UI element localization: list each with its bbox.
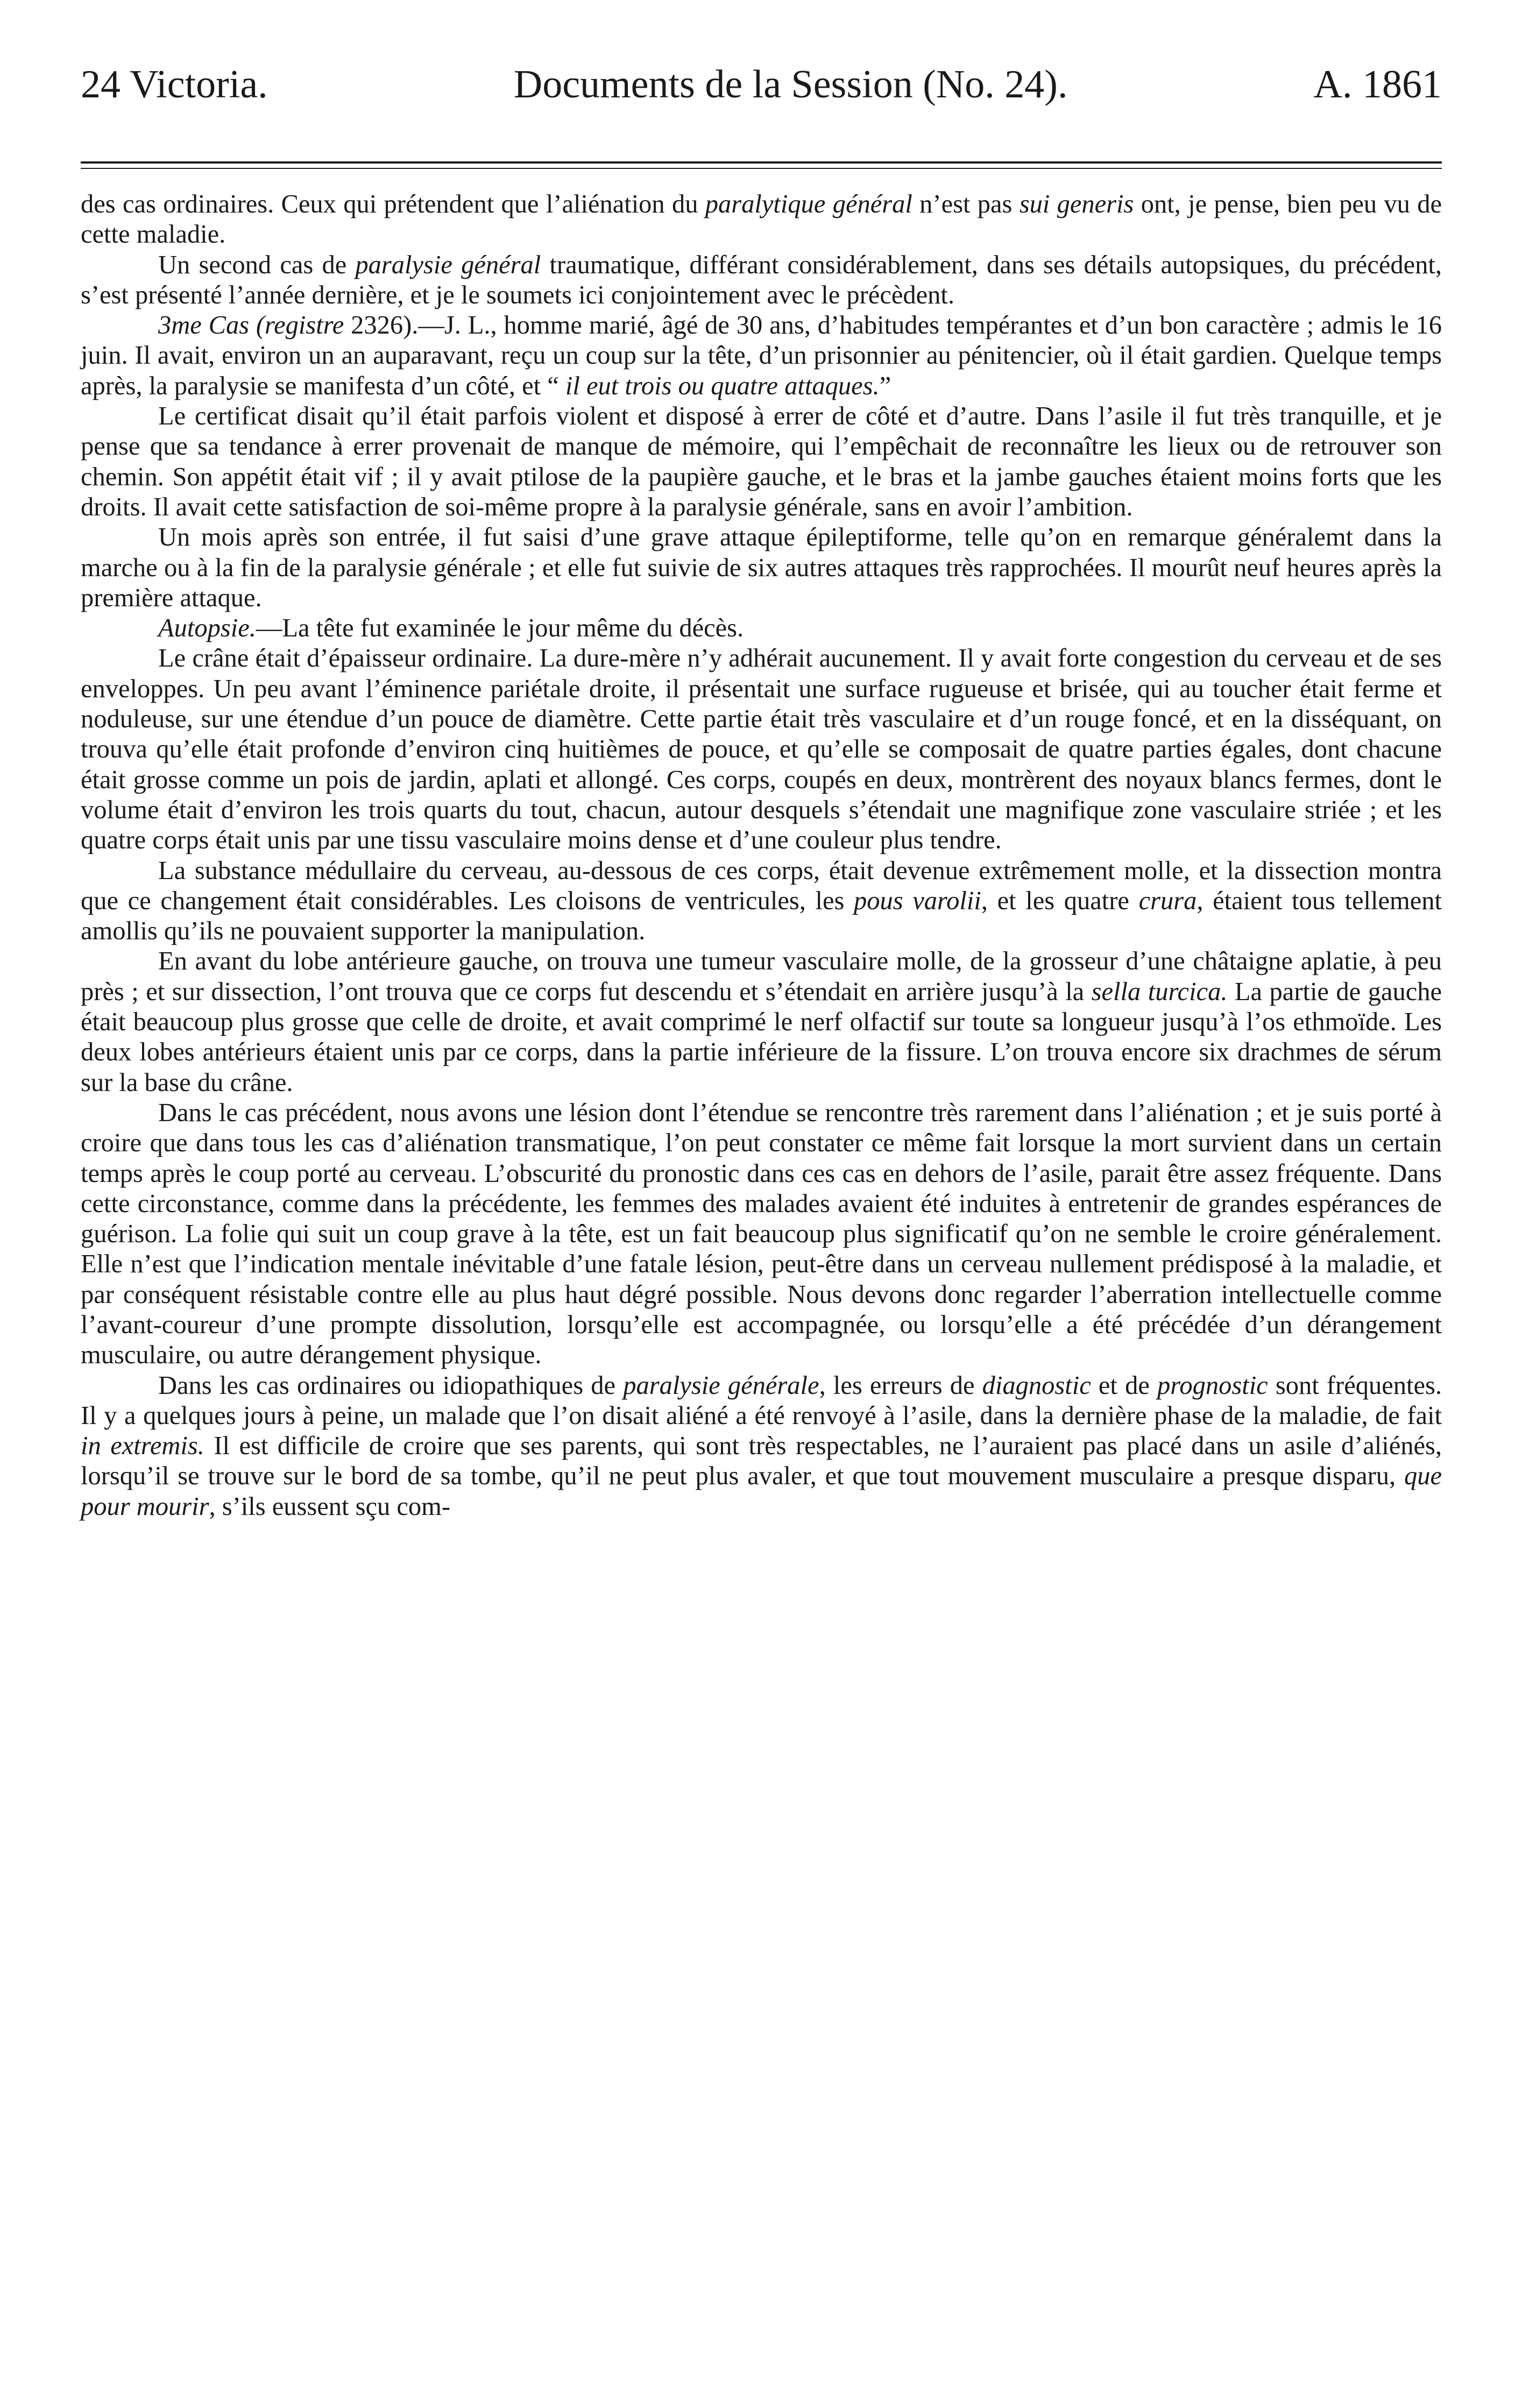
italic-term: diagnostic xyxy=(982,1371,1091,1400)
italic-term: il eut trois ou quatre attaques. xyxy=(565,371,880,400)
paragraph xyxy=(81,1098,1442,1371)
italic-term: sui generis xyxy=(1019,190,1134,218)
italic-term: paralysie général xyxy=(355,250,541,279)
text-run: La substance médullaire du cerveau, au-dessous de ces corps, était devenue extrêmement molle, et la dissection montra que ce changement était considérables. Les cloisons de ventricules, les xyxy=(81,856,1442,915)
running-header xyxy=(81,62,1442,129)
paragraph xyxy=(81,250,1442,311)
text-run: des cas ordinaires. Ceux qui prétendent que l’aliénation du xyxy=(81,190,705,218)
text-run: Un mois après son entrée, il fut saisi d’une grave attaque épileptiforme, telle qu’on en remarque généralemt dans la marche ou à la fin de la paralysie générale ; et elle fut suivie de six autres attaques très rapprochées. Il mourût neuf heures après la première attaque. xyxy=(81,523,1442,612)
text-run: Dans le cas précédent, nous avons une lésion dont l’étendue se rencontre très rarement dans l’aliénation ; et je suis porté à croire que dans tous les cas d’aliénation transmatique, l’on peut constater ce même fait lorsque la mort survient dans un certain temps après le coup porté au cerveau. L’obscurité du pronostic dans ces cas en dehors de l’asile, parait être assez fréquente. Dans cette circonstance, comme dans la précédente, les femmes des malades avaient été induites à entretenir de grandes espérances de guérison. La folie qui suit un coup grave à la tête, est un fait beaucoup plus significatif qu’on ne semble le croire généralement. Elle n’est que l’indication mentale inévitable d’une fatale lésion, peut-être dans un cerveau nullement prédisposé à la maladie, et par conséquent résistable contre elle au plus haut dégré possible. Nous devons donc regarder l’aberration intellectuelle comme l’avant-coureur d’une prompte dissolution, lorsqu’elle est accompagnée, ou lorsqu’elle a été précédée d’un dérangement musculaire, ou autre dérangement physique. xyxy=(81,1098,1442,1370)
header-title: Documents de la Session (No. 24). xyxy=(513,62,1068,107)
italic-term: paralytique général xyxy=(705,190,912,218)
italic-term: prognostic xyxy=(1157,1371,1268,1400)
text-run: , et les quatre xyxy=(981,886,1139,915)
header-volume: 24 Victoria. xyxy=(81,62,268,107)
header-rule-thick xyxy=(81,161,1442,164)
italic-term: sella turcica. xyxy=(1091,977,1228,1006)
italic-term: que pour mourir xyxy=(81,1462,1442,1521)
paragraph xyxy=(81,1371,1442,1522)
paragraph xyxy=(81,522,1442,613)
italic-term: Autopsie. xyxy=(158,614,256,643)
text-run: La partie de gauche était beaucoup plus grosse que celle de droite, et avait comprimé le nerf olfactif sur toute sa longueur jusqu’à l’os ethmoïde. Les deux lobes antérieurs étaient unis par ce corps, dans la partie inférieure de la fissure. L’on trouva encore six drachmes de sérum sur la base du crâne. xyxy=(81,977,1442,1097)
text-run: , étaient tous tellement amollis qu’ils ne pouvaient supporter la manipulation. xyxy=(81,886,1442,946)
paragraph xyxy=(81,401,1442,522)
text-run: traumatique, différant considérablement, dans ses détails autopsiques, du précédent, s’est présenté l’année dernière, et je le soumets ici conjointement avec le précèdent. xyxy=(81,250,1442,309)
text-run: , s’ils eussent sçu com- xyxy=(209,1492,451,1521)
paragraph xyxy=(81,856,1442,947)
text-run: , les erreurs de xyxy=(819,1371,982,1400)
italic-term: crura xyxy=(1138,886,1197,915)
text-run: ont, je pense, bien peu vu de cette maladie. xyxy=(81,190,1442,249)
text-run: Le certificat disait qu’il était parfois violent et disposé à errer de côté et d’autre. Dans l’asile il fut très tranquille, et je pense que sa tendance à errer provenait de manque de mémoire, qui l’empêchait de reconnaître les lieux ou de retrouver son chemin. Son appétit était vif ; il y avait ptilose de la paupière gauche, et le bras et la jambe gauches étaient moins forts que les droits. Il avait cette satisfaction de soi-même propre à la paralysie générale, sans en avoir l’ambition. xyxy=(81,402,1442,521)
body-text xyxy=(81,189,1442,1522)
paragraph xyxy=(81,310,1442,401)
paragraph xyxy=(81,946,1442,1097)
text-run: 2326).—J. L., homme marié, âgé de 30 ans, d’habitudes tempérantes et d’un bon caractère ; admis le 16 juin. Il avait, environ un an auparavant, reçu un coup sur la tête, d’un prisonnier au pénitencier, où il était gardien. Quelque temps après, la paralysie se manifesta d’un côté, et “ xyxy=(81,311,1442,400)
text-run: —La tête fut examinée le jour même du décès. xyxy=(256,614,744,643)
document-page xyxy=(81,62,1442,1522)
paragraph xyxy=(81,643,1442,855)
italic-term: pous varolii xyxy=(854,886,981,915)
text-run: Il est difficile de croire que ses parents, qui sont très respectables, ne l’auraient pas placé dans un asile d’aliénés, lorsqu’il se trouve sur le bord de sa tombe, qu’il ne peut plus avaler, et que tout mouvement musculaire a presque disparu, xyxy=(81,1432,1442,1491)
text-run: et de xyxy=(1091,1371,1158,1400)
italic-term: paralysie générale xyxy=(623,1371,819,1400)
text-run: En avant du lobe antérieure gauche, on trouva une tumeur vasculaire molle, de la grosseur d’une châtaigne aplatie, à peu près ; et sur dissection, l’ont trouva que ce corps fut descendu et s’étendait en arrière jusqu’à la xyxy=(81,947,1442,1006)
text-run: n’est pas xyxy=(912,190,1020,218)
text-run: Un second cas de xyxy=(158,250,356,279)
italic-term: 3me Cas (registre xyxy=(158,311,344,340)
paragraph xyxy=(81,613,1442,643)
header-year: A. 1861 xyxy=(1313,62,1442,107)
text-run: Dans les cas ordinaires ou idiopathiques de xyxy=(158,1371,624,1400)
paragraph xyxy=(81,189,1442,250)
text-run: ” xyxy=(879,371,891,400)
text-run: sont fréquentes. Il y a quelques jours à peine, un malade que l’on disait aliéné a été renvoyé à l’asile, dans la dernière phase de la maladie, de fait xyxy=(81,1371,1442,1430)
header-rule-thin xyxy=(81,168,1442,169)
italic-term: in extremis. xyxy=(81,1432,204,1461)
text-run: Le crâne était d’épaisseur ordinaire. La dure-mère n’y adhérait aucunement. Il y avait forte congestion du cerveau et de ses enveloppes. Un peu avant l’éminence pariétale droite, il présentait une surface rugueuse et brisée, qui au toucher était ferme et noduleuse, sur une étendue d’un pouce de diamètre. Cette partie était très vasculaire et d’un rouge foncé, et en la disséquant, on trouva qu’elle était profonde d’environ cinq huitièmes de pouce, et qu’elle se composait de quatre parties égales, dont chacune était grosse comme un pois de jardin, aplati et allongé. Ces corps, coupés en deux, montrèrent des noyaux blancs fermes, dont le volume était d’environ les trois quarts du tout, chacun, autour desquels s’étendait une magnifique zone vasculaire striée ; et les quatre corps était unis par une tissu vasculaire moins dense et d’une couleur plus tendre. xyxy=(81,644,1442,855)
